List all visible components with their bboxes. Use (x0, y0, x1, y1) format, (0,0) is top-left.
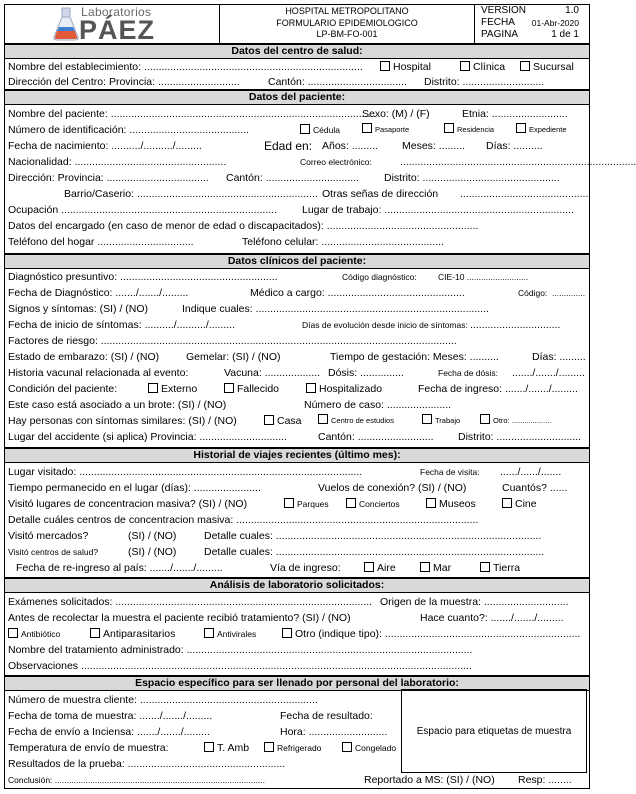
checkbox[interactable] (282, 628, 292, 638)
pregnancy-yes-no[interactable]: Estado de embarazo: (SI) / (NO) (8, 351, 160, 363)
clinic-option[interactable]: Clínica (460, 60, 505, 74)
section-title: Datos clínicos del paciente: (5, 255, 589, 269)
health-centers-yes-no[interactable]: (SI) / (NO) (128, 546, 177, 558)
nationality-field[interactable]: Nacionalidad: .................................................... (8, 156, 227, 168)
shipping-temperature-label: Temperatura de envío de muestra: (8, 742, 169, 754)
email-field[interactable]: ................................................................................. (400, 156, 636, 168)
center-district-field[interactable]: Distrito: ............................ (424, 76, 545, 88)
page-label: PAGINA (481, 29, 519, 40)
twins-yes-no[interactable]: Gemelar: (SI) / (NO) (186, 351, 281, 363)
mass-gathering-detail-field[interactable]: Detalle cuáles centros de concentracion masiva: ................................................................................... (8, 514, 479, 526)
checkbox[interactable] (8, 628, 18, 638)
sea-option[interactable]: Mar (420, 561, 451, 575)
hospital-option[interactable]: Hospital (380, 60, 431, 74)
age-days-field[interactable]: Días: .......... (486, 140, 543, 152)
form-name: FORMULARIO EPIDEMIOLOGICO (276, 17, 418, 28)
page-value: 1 de 1 (551, 29, 579, 40)
center-province-field[interactable]: Dirección del Centro: Provincia: ............................ (8, 76, 240, 88)
similar-symptoms-yes-no[interactable]: Hay personas con síntomas similares: (SI) / (NO) (8, 415, 237, 427)
concerts-option[interactable]: Conciertos (346, 497, 400, 511)
occupation-field[interactable]: Ocupación .......................................................................... (8, 204, 277, 216)
vaccine-field[interactable]: Vacuna: ................... (224, 367, 321, 379)
diagnosis-code-label: Código diagnóstico: (342, 272, 417, 282)
patient-province-field[interactable]: Dirección: Provincia: ................................... (8, 172, 209, 184)
ethnicity-field[interactable]: Etnia: .......................... (462, 108, 568, 120)
dose-field[interactable]: Dósis: ............... (328, 367, 404, 379)
visit-date-field[interactable]: ....../....../....... (500, 466, 562, 478)
physician-field[interactable]: Médico a cargo: ............................................... (250, 287, 465, 299)
home-option[interactable]: Casa (264, 414, 302, 428)
frozen-option[interactable]: Congelado (342, 741, 396, 755)
home-phone-field[interactable]: Teléfono del hogar ................................. (8, 236, 194, 248)
sex-field[interactable]: Sexo: (M) / (F) (362, 108, 430, 120)
id-record-option[interactable]: Expediente (516, 123, 567, 137)
outpatient-option[interactable]: Externo (148, 382, 197, 396)
checkbox[interactable] (480, 414, 490, 424)
section-title: Datos del paciente: (5, 91, 589, 105)
stay-days-field[interactable]: Tiempo permanecido en el lugar (días): ....................... (8, 482, 261, 494)
checkbox[interactable] (264, 742, 274, 752)
patient-canton-field[interactable]: Cantón: ................................ (226, 172, 360, 184)
antiparasitic-option[interactable]: Antiparasitarios (90, 627, 175, 641)
hospitalized-option[interactable]: Hospitalizado (306, 382, 382, 396)
version-label: VERSION (481, 5, 527, 16)
how-many-field[interactable]: Cuantós? ...... (502, 482, 568, 494)
patient-district-field[interactable]: Distrito: ............................................... (384, 172, 560, 184)
result-date-field[interactable]: Fecha de resultado: (280, 710, 373, 722)
accident-province-field[interactable]: Lugar del accidente (si aplica) Provincia: .............................. (8, 431, 287, 443)
checkbox[interactable] (306, 383, 316, 393)
date-label: FECHA (481, 17, 515, 28)
land-option[interactable]: Tierra (480, 561, 520, 575)
version-block (475, 5, 589, 43)
visit-date-label: Fecha de visita: (420, 467, 480, 477)
gestation-days-field[interactable]: Días: ......... (532, 351, 586, 363)
section-patient (4, 90, 636, 254)
symptoms-detail-field[interactable]: Indique cuales: ................................................................................ (182, 303, 489, 315)
section-clinical (4, 254, 590, 448)
logo-subtitle: Laboratorios (81, 5, 152, 19)
admission-date-field[interactable]: Fecha de ingreso: ......./......./......... (418, 383, 578, 395)
ambient-option[interactable]: T. Amb (204, 741, 249, 755)
checkbox[interactable] (90, 628, 100, 638)
address-details-field[interactable]: ............................................ (460, 188, 589, 200)
deceased-option[interactable]: Fallecido (224, 382, 279, 396)
section-title: Análisis de laboratorio solicitados: (5, 579, 589, 593)
reentry-date-field[interactable]: Fecha de re-ingreso al país: ......./......./......... (16, 562, 223, 574)
treatment-name-field[interactable]: Nombre del tratamiento administrado: .................................................................................................. (8, 644, 473, 656)
hospital-name: HOSPITAL METROPOLITANO (285, 6, 409, 16)
symptoms-start-field[interactable]: Fecha de inicio de síntomas: ........../........../......... (8, 319, 236, 331)
id-cedula-option[interactable]: Cédula (300, 123, 340, 137)
other-option[interactable]: Otro: ................... (480, 414, 551, 428)
responsible-field[interactable]: Resp: ........ (518, 774, 572, 786)
section-lab-staff (4, 676, 590, 789)
checkbox[interactable] (420, 562, 430, 572)
shipping-time-field[interactable]: Hora: ........................... (280, 726, 388, 738)
id-residence-option[interactable]: Residencia (444, 123, 494, 137)
checkbox[interactable] (460, 61, 470, 71)
guardian-field[interactable]: Datos del encargado (en caso de menor de edad o discapacitados): .................................................... (8, 220, 479, 232)
entry-route-label: Vía de ingreso: (270, 562, 341, 574)
checkbox[interactable] (480, 562, 490, 572)
observations-field[interactable]: Observaciones ...................................................................................................................................... (8, 660, 472, 672)
shipping-date-field[interactable]: Fecha de envío a Inciensa: ......./......./......... (8, 726, 210, 738)
age-months-field[interactable]: Meses: ......... (402, 140, 466, 152)
checkbox[interactable] (148, 383, 158, 393)
museums-option[interactable]: Museos (426, 497, 476, 511)
checkbox[interactable] (346, 498, 356, 508)
evolution-days-field[interactable]: ............................... (470, 319, 561, 331)
checkbox[interactable] (204, 628, 214, 638)
id-number-field[interactable]: Número de identificación: ......................................... (8, 124, 250, 136)
id-passport-option[interactable]: Pasaporte (362, 123, 409, 137)
checkbox[interactable] (444, 123, 454, 133)
outbreak-yes-no[interactable]: Este caso está asociado a un brote: (SI) / (NO) (8, 399, 227, 411)
school-option[interactable]: Centro de estudios (318, 414, 394, 428)
section-health-center (4, 44, 590, 90)
work-option[interactable]: Trabajo (422, 414, 460, 428)
checkbox[interactable] (318, 414, 328, 424)
client-sample-number-field[interactable]: Número de muestra cliente: ............................................................. (8, 694, 318, 706)
health-centers-detail-field[interactable]: Detalle cuales: ............................................................................................ (204, 546, 545, 558)
code-field[interactable]: .............. (552, 288, 586, 298)
other-treatment-option[interactable]: Otro (indique tipo): ................................................................... (282, 627, 580, 641)
markets-detail-field[interactable]: Detalle cuales: ........................................................................................... (204, 530, 542, 542)
mass-gathering-yes-no[interactable]: Visitó lugares de concentracion masiva? (SI) / (NO) (8, 498, 248, 510)
checkbox[interactable] (364, 562, 374, 572)
branch-option[interactable]: Sucursal (520, 60, 574, 74)
presumptive-diagnosis-field[interactable]: Diagnóstico presuntivo: ...................................................... (8, 271, 278, 283)
evolution-days-label: Días de evolución desde inicio de síntomas: (302, 320, 468, 330)
accident-canton-field[interactable]: Cantón: .......................... (318, 431, 434, 443)
test-results-field[interactable]: Resultados de la prueba: ...................................................... (8, 758, 286, 770)
checkbox[interactable] (284, 498, 294, 508)
date-value: 01-Abr-2020 (531, 18, 579, 28)
checkbox[interactable] (520, 61, 530, 71)
checkbox[interactable] (516, 123, 526, 133)
connecting-flights-yes-no[interactable]: Vuelos de conexión? (SI) / (NO) (318, 482, 467, 494)
reported-ms-yes-no[interactable]: Reportado a MS: (SI) / (NO) (364, 774, 495, 786)
symptoms-yes-no[interactable]: Signos y síntomas: (SI) / (NO) (8, 303, 149, 315)
address-details-label: Otras señas de dirección (322, 188, 439, 200)
markets-label: Visitó mercados? (8, 530, 89, 542)
markets-yes-no[interactable]: (SI) / (NO) (128, 530, 177, 542)
risk-factors-field[interactable]: Factores de riesgo: .......................................................................................................................... (8, 335, 457, 347)
checkbox[interactable] (342, 742, 352, 752)
sample-date-field[interactable]: Fecha de toma de muestra: ......./......./......... (8, 710, 213, 722)
section-lab-analysis (4, 578, 590, 676)
antibiotic-option[interactable]: Antibiótico (8, 627, 60, 641)
center-canton-field[interactable]: Cantón: .................................. (268, 76, 407, 88)
visited-place-field[interactable]: Lugar visitado: ................................................................................................. (8, 466, 363, 478)
logo (5, 5, 219, 43)
neighborhood-field[interactable]: Barrio/Caserio: .............................................................. (64, 188, 318, 200)
logo-title: PÁEZ (79, 15, 156, 45)
checkbox[interactable] (362, 123, 372, 133)
gestation-months-field[interactable]: Tiempo de gestación: Meses: .......... (330, 351, 499, 363)
age-label: Edad en: (264, 139, 313, 153)
section-title: Espacio específico para ser llenado por personal del laboratorio: (5, 677, 589, 691)
workplace-field[interactable]: Lugar de trabajo: ................................................................. (302, 204, 574, 216)
birth-date-field[interactable]: Fecha de nacimiento: ........../........../......... (8, 140, 202, 152)
prior-treatment-yes-no[interactable]: Antes de recolectar la muestra el paciente recibió tratamiento? (SI) / (NO) (8, 612, 351, 624)
accident-district-field[interactable]: Distrito: ............................. (458, 431, 582, 443)
version-value: 1.0 (565, 5, 579, 16)
antiviral-option[interactable]: Antivirales (204, 627, 256, 641)
flask-icon (51, 7, 81, 41)
treatment-since-field[interactable]: Hace cuanto?: ......./......./......... (420, 612, 564, 624)
sample-label-area: Espacio para etiquetas de muestra (401, 689, 587, 773)
vaccine-history-label: Historia vacunal relacionada al evento: (8, 367, 189, 379)
checkbox[interactable] (426, 498, 436, 508)
checkbox[interactable] (380, 61, 390, 71)
checkbox[interactable] (224, 383, 234, 393)
cie10-field[interactable]: CIE-10 .......................... (438, 272, 529, 282)
age-years-field[interactable]: Años: ......... (322, 140, 379, 152)
diagnosis-date-field[interactable]: Fecha de Diagnóstico: ......./......./......... (8, 287, 189, 299)
section-travel-history (4, 448, 590, 578)
refrigerated-option[interactable]: Refrigerado (264, 741, 321, 755)
air-option[interactable]: Aire (364, 561, 396, 575)
case-number-field[interactable]: Número de caso: ...................... (304, 399, 452, 411)
form-title-block (219, 5, 475, 43)
code-label: Código: (518, 288, 548, 298)
form-code: LP-BM-FO-001 (316, 29, 378, 39)
cell-phone-field[interactable]: Teléfono celular: .......................................... (242, 236, 444, 248)
section-title: Historial de viajes recientes (último mes): (5, 449, 589, 463)
epidemiological-form (4, 4, 636, 789)
establishment-name-field[interactable]: Nombre del establecimiento: ........................................................................... (8, 61, 363, 73)
requested-exams-field[interactable]: Exámenes solicitados: ........................................................................................ (8, 596, 373, 608)
dose-date-label: Fecha de dósis: (438, 368, 499, 378)
checkbox[interactable] (422, 414, 432, 424)
patient-condition-label: Condición del paciente: (8, 383, 118, 395)
section-title: Datos del centro de salud: (5, 45, 589, 59)
dose-date-field[interactable]: ......./......./......... (512, 367, 585, 379)
checkbox[interactable] (204, 742, 214, 752)
email-label: Correo electrónico: (300, 157, 372, 167)
cinema-option[interactable]: Cine (502, 497, 537, 511)
checkbox[interactable] (300, 124, 310, 134)
parks-option[interactable]: Parques (284, 497, 329, 511)
checkbox[interactable] (264, 415, 274, 425)
patient-name-field[interactable]: Nombre del paciente: ........................................................................................... (8, 108, 377, 120)
checkbox[interactable] (502, 498, 512, 508)
sample-origin-field[interactable]: Origen de la muestra: ............................. (380, 596, 569, 608)
form-header (4, 4, 590, 44)
conclusion-field[interactable]: Conclusión: ......................................................................................... (8, 775, 265, 785)
health-centers-label: Visitó centros de salud? (8, 547, 99, 557)
